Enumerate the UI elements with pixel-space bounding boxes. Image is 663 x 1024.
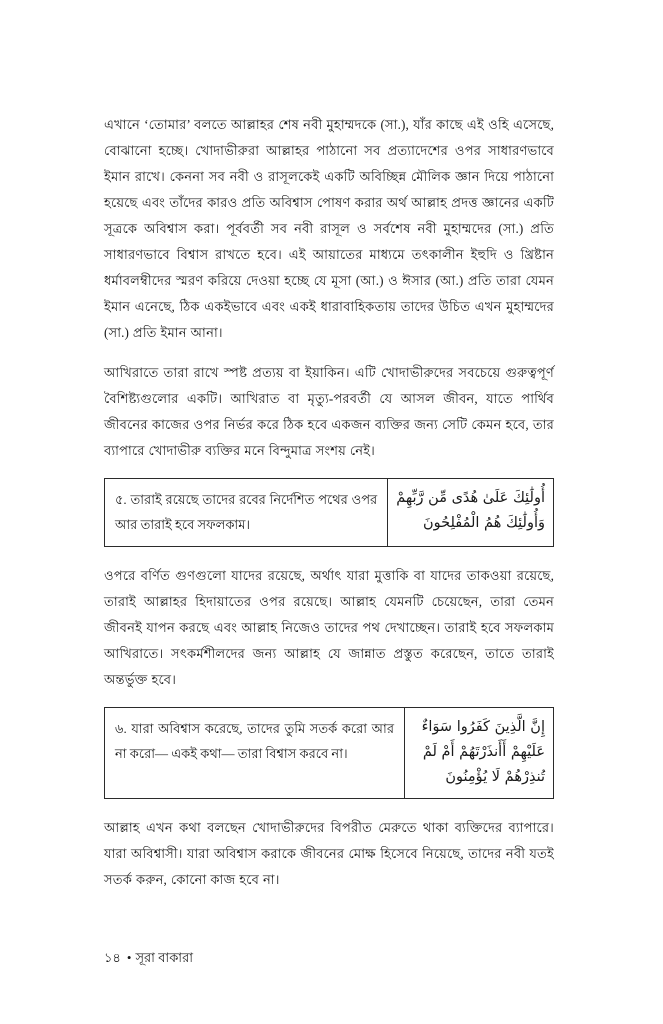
verse-box-5: [104, 478, 554, 547]
footer-separator: •: [126, 950, 132, 965]
verse-arabic-text: [405, 708, 553, 798]
arabic-line: أُولَٰئِكَ عَلَىٰ هُدًى مِّن رَّبِّهِمْ: [396, 490, 545, 506]
verse-translation-bangla: ৬. যারা অবিশ্বাস করেছে, তাদের তুমি সতর্ক করো আর না করো— একই কথা— তারা বিশ্বাস করবে না।: [105, 708, 405, 798]
paragraph: আখিরাতে তারা রাখে স্পষ্ট প্রত্যয় বা ইয়াকিন। এটি খোদাভীরুদের সবচেয়ে গুরুত্বপূর্ণ বৈশিষ্ট্যগুলোর একটি। আখিরাত বা মৃত্যু-পরবর্তী যে আসল জীবন, যাতে পার্থিব জীবনের কাজের ওপর নির্ভর করে ঠিক হবে একজন ব্যক্তির জন্য সেটি কেমন হবে, তার ব্যাপারে খোদাভীরু ব্যক্তির মনে বিন্দুমাত্র সংশয় নেই।: [104, 365, 554, 458]
page-content: [104, 112, 554, 893]
arabic-line: تُنذِرْهُمْ لَا يُؤْمِنُونَ: [445, 769, 545, 785]
arabic-line: عَلَيْهِمْ أَأَنذَرْتَهُمْ أَمْ لَمْ: [422, 744, 545, 760]
page-number: ১৪: [104, 950, 121, 965]
paragraph: ওপরে বর্ণিত গুণগুলো যাদের রয়েছে, অর্থাৎ যারা মুত্তাকি বা যাদের তাকওয়া রয়েছে, তারাই আল্লাহর হিদায়াতের ওপর রয়েছে। আল্লাহ যেমনটি চেয়েছেন, তারা তেমন জীবনই যাপন করছে এবং আল্লাহ নিজেও তাদের পথ দেখাচ্ছেন। তারাই হবে সফলকাম আখিরাতে। সৎকর্মশীলদের জন্য আল্লাহ যে জান্নাত প্রস্তুত করেছেন, তাতে তারাই অন্তর্ভুক্ত হবে।: [104, 568, 554, 687]
chapter-name: সূরা বাকারা: [135, 950, 193, 965]
paragraph: এখানে ‘তোমার’ বলতে আল্লাহর শেষ নবী মুহাম্মদকে (সা.), যাঁর কাছে এই ওহি এসেছে, বোঝানো হচ্ছে। খোদাভীরুরা আল্লাহর পাঠানো সব প্রত্যাদেশের ওপর সাধারণভাবে ইমান রাখে। কেননা সব নবী ও রাসূলকেই একটি অবিচ্ছিন্ন মৌলিক জ্ঞান দিয়ে পাঠানো হয়েছে এবং তাঁদের কারও প্রতি অবিশ্বাস পোষণ করার অর্থ আল্লাহ প্রদত্ত জ্ঞানের একটি সূত্রকে অবিশ্বাস করা। পূর্ববর্তী সব নবী রাসূল ও সর্বশেষ নবী মুহাম্মদের (সা.) প্রতি সাধারণভাবে বিশ্বাস রাখতে হবে। এই আয়াতের মাধ্যমে তৎকালীন ইহুদি ও খ্রিষ্টান ধর্মাবলম্বীদের স্মরণ করিয়ে দেওয়া হচ্ছে যে মূসা (আ.) ও ঈসার (আ.) প্রতি তারা যেমন ইমান এনেছে, ঠিক একইভাবে এবং একই ধারাবাহিকতায় তাদের উচিত এখন মুহাম্মদের (সা.) প্রতি ইমান আনা।: [104, 117, 554, 340]
paragraph: আল্লাহ এখন কথা বলছেন খোদাভীরুদের বিপরীত মেরুতে থাকা ব্যক্তিদের ব্যাপারে। যারা অবিশ্বাসী। যারা অবিশ্বাস করাকে জীবনের মোক্ষ হিসেবে নিয়েছে, তাদের নবী যতই সতর্ক করুন, কোনো কাজ হবে না।: [104, 820, 554, 887]
arabic-line: وَأُولَٰئِكَ هُمُ الْمُفْلِحُونَ: [422, 515, 545, 531]
verse-arabic-text: [388, 479, 553, 546]
verse-box-6: [104, 707, 554, 799]
verse-translation-bangla: ৫. তারাই রয়েছে তাদের রবের নির্দেশিত পথের ওপর আর তারাই হবে সফলকাম।: [105, 479, 388, 546]
arabic-line: إِنَّ الَّذِينَ كَفَرُوا سَوَاءٌ: [421, 719, 545, 735]
page-footer: [104, 948, 554, 968]
